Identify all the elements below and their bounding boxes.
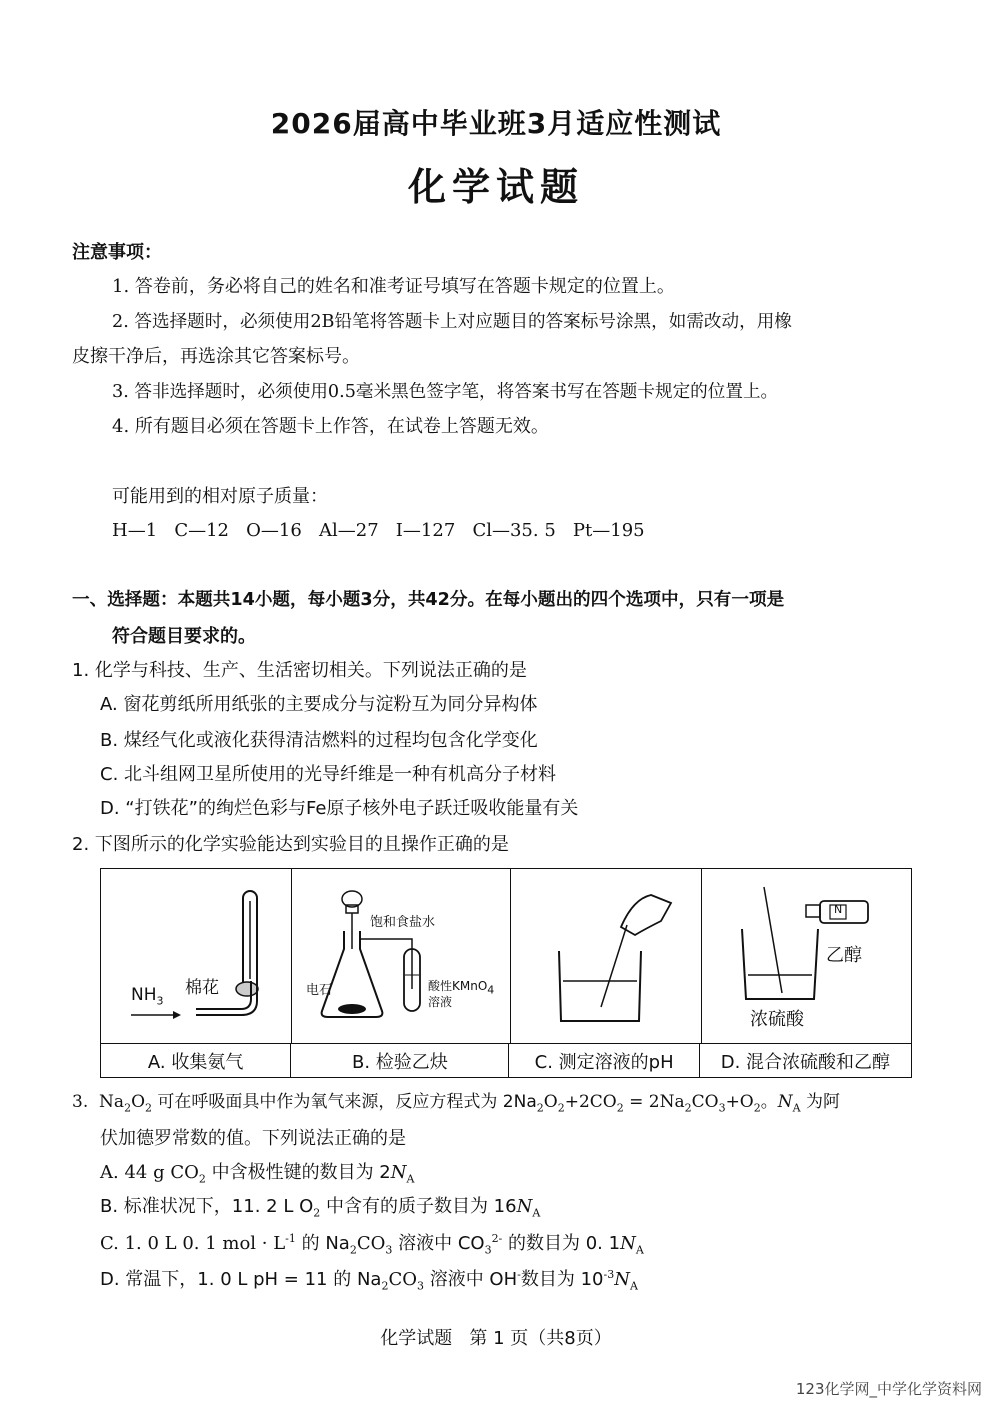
site-watermark: 123化学网_中学化学资料网 [795,1380,982,1398]
q3-c-sub: 3 [484,1243,492,1257]
q3-a-text: 中含极性键的数目为 2 [205,1162,391,1183]
ammonia-label [131,985,164,1007]
figure-a-collect-ammonia [101,869,292,1043]
q3-c-sub: 2 [349,1243,357,1257]
q3-sub: 2 [616,1101,624,1115]
q3-option-d [100,1268,638,1293]
q3-sub: 2 [753,1101,761,1115]
q1-option-d: D. “打铁花”的绚烂色彩与Fe原子核外电子跃迁吸收能量有关 [100,798,579,819]
figure-c-measure-ph [511,869,702,1043]
ethanol-label: 乙醇 [826,945,862,966]
q3-d-sup: - [517,1268,521,1281]
q3-text: 可在呼吸面具中作为氧气来源，反应方程式为 2Na [152,1092,537,1112]
q3-text: CO [691,1092,719,1112]
q3-c-sub: 3 [385,1243,393,1257]
section-heading: 一、选择题：本题共14小题，每小题3分，共42分。在每小题出的四个选项中，只有一项是 [72,590,785,610]
q3-text: 为阿 [800,1092,840,1112]
q3-c-sup: 2- [491,1232,503,1245]
q3-text: +O [725,1092,754,1112]
acetylene-apparatus-drawing [292,869,510,1039]
caption-d: D. 混合浓硫酸和乙醇 [720,1051,891,1073]
q3-d-sub: A [629,1279,638,1293]
q3-stem [72,1092,840,1115]
page-number: 化学试题 第 1 页（共8页） [380,1328,612,1349]
q3-d-text: D. 常温下，1. 0 L pH = 11 的 Na [100,1269,382,1290]
ammonia-apparatus-drawing [101,869,291,1039]
q3-text: = 2Na [623,1092,685,1112]
q3-sub: 2 [536,1101,544,1115]
q3-c-text: 的数目为 0. 1 [502,1233,621,1254]
notice-item-3: 3. 答非选择题时，必须使用0.5毫米黑色签字笔，将答案书写在答题卡规定的位置上。 [112,382,779,402]
q3-sub: 2 [684,1101,692,1115]
atomic-mass-label: 可能用到的相对原子质量： [112,486,328,507]
q1-option-b: B. 煤经气化或液化获得清洁燃料的过程均包含化学变化 [100,730,538,751]
q3-text: 。 [760,1092,778,1112]
ph-test-drawing [511,869,701,1039]
q3-text: +2CO [564,1092,617,1112]
q3-a-sub: 2 [198,1172,206,1186]
notice-item-4: 4. 所有题目必须在答题卡上作答，在试卷上答题无效。 [112,416,549,437]
q3-d-text: 溶液中 OH [423,1269,518,1290]
avogadro-symbol: N [390,1162,407,1183]
q3-sub: 3 [718,1101,726,1115]
section-heading-cont: 符合题目要求的。 [112,626,256,647]
q2-figure-table [100,868,912,1078]
q2-stem: 2. 下图所示的化学实验能达到实验目的且操作正确的是 [72,834,509,855]
notice-item-2: 2. 答选择题时，必须使用2B铅笔将答题卡上对应题目的答案标号涂黑，如需改动，用橡 [112,312,792,332]
q3-d-sub: 3 [416,1279,424,1293]
q3-b-text: B. 标准状况下，11. 2 L O [100,1196,314,1217]
avogadro-symbol: N [516,1196,533,1217]
notice-item-1: 1. 答卷前，务必将自己的姓名和准考证号填写在答题卡规定的位置上。 [112,276,675,297]
avogadro-symbol: N [620,1233,636,1254]
q3-c-text: CO [356,1233,386,1254]
mixing-drawing [702,869,914,1039]
kmno4-formula: 酸性KMnO [428,979,488,993]
q3-c-sup: -1 [285,1232,296,1245]
q3-c-text: C. 1. 0 L 0. 1 mol · L [100,1233,286,1254]
carbide-label: 电石 [306,983,333,998]
q3-d-text: CO [388,1269,417,1290]
q3-text: O [543,1092,558,1112]
q3-d-text: 数目为 10 [520,1269,604,1290]
bottle-label: N [834,903,843,916]
q3-sub: 2 [557,1101,565,1115]
figure-b-test-acetylene [292,869,511,1043]
q1-option-a: A. 窗花剪纸所用纸张的主要成分与淀粉互为同分异构体 [100,694,538,715]
avogadro-symbol: N [777,1092,793,1112]
q3-option-b [100,1196,540,1220]
atomic-mass-values: H—1 C—12 O—16 Al—27 I—127 Cl—35. 5 Pt—195 [112,520,645,541]
brine-label: 饱和食盐水 [370,915,436,930]
q3-c-text: 溶液中 CO [392,1233,485,1254]
q3-d-sub: 2 [381,1279,389,1293]
q3-text: Na [99,1092,125,1112]
q3-a-text: A. 44 g CO [100,1162,199,1183]
q1-stem: 1. 化学与科技、生产、生活密切相关。下列说法正确的是 [72,660,527,681]
q3-option-c [100,1232,644,1257]
q3-b-sub: A [532,1206,541,1220]
ammonia-subscript: 3 [156,994,164,1008]
caption-a: A. 收集氨气 [101,1044,291,1077]
q3-option-a [100,1162,414,1186]
figure-d-mix-acid-ethanol [702,869,914,1043]
q3-b-text: 中含有的质子数目为 16 [320,1196,517,1217]
notice-item-2-cont: 皮擦干净后，再选涂其它答案标号。 [72,346,360,367]
ammonia-formula: NH [131,985,157,1005]
exam-title: 2026届高中毕业班3月适应性测试 [270,107,722,140]
q3-sub: A [792,1101,801,1115]
q3-sub: 2 [145,1101,152,1115]
q1-option-c: C. 北斗组网卫星所使用的光导纤维是一种有机高分子材料 [100,764,557,785]
sulfuric-acid-label: 浓硫酸 [750,1009,804,1030]
q3-text: O [131,1092,145,1112]
q3-b-sub: 2 [313,1206,321,1220]
page-footer [0,1324,992,1350]
q3-c-sub: A [635,1243,644,1257]
avogadro-symbol: N [614,1269,630,1290]
caption-c: C. 测定溶液的pH [509,1044,699,1077]
q3-number: 3. [72,1092,89,1112]
exam-subject: 化学试题 [407,165,584,209]
q3-d-sup: -3 [603,1268,615,1281]
cotton-label: 棉花 [185,978,219,998]
q3-c-text: 的 Na [295,1233,350,1254]
kmno4-solution-label: 溶液 [428,995,453,1009]
q3-sub: 2 [124,1101,132,1115]
kmno4-subscript: 4 [487,983,495,997]
q3-stem-cont: 伏加德罗常数的值。下列说法正确的是 [100,1128,406,1149]
caption-b: B. 检验乙炔 [291,1044,509,1077]
q3-a-sub: A [406,1172,415,1186]
notice-heading: 注意事项： [72,242,162,263]
